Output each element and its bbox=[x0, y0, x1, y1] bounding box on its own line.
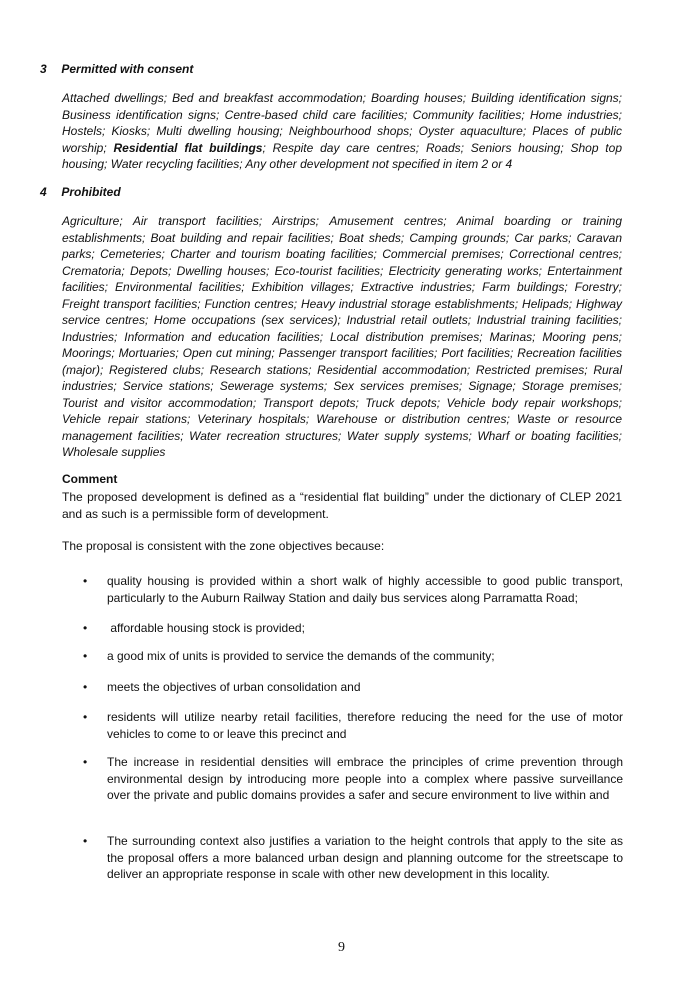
section-3-text-after: ; Respite day care centres; Roads; Seniors housing; Shop top housing; Water recycling facilities; Any other development not specified in item 2 or 4 bbox=[62, 140, 622, 171]
section-3-body bbox=[62, 90, 622, 173]
list-item bbox=[83, 833, 623, 883]
bullet-icon: • bbox=[83, 680, 88, 694]
list-item-text: affordable housing stock is provided; bbox=[107, 621, 305, 635]
section-3-text-before: Attached dwellings; Bed and breakfast accommodation; Boarding houses; Building identification signs; Business identification signs; Centre-based child care facilities; Community facilities; Home industries; Hostels; Kiosks; Multi dwelling housing; Neighbourhood shops; Oyster aquaculture; Places of public worship; bbox=[62, 91, 622, 155]
comment-title: Comment bbox=[62, 472, 118, 486]
list-item-text: quality housing is provided within a short walk of highly accessible to good public transport, particularly to the Auburn Railway Station and daily bus services along Parramatta Road; bbox=[107, 574, 623, 605]
bullet-icon: • bbox=[83, 755, 88, 769]
list-item-text: The increase in residential densities will embrace the principles of crime prevention through environmental design by introducing more people into a complex where passive surveillance over the private and public domains provides a safer and secure environment to live within and bbox=[107, 755, 623, 802]
bullet-icon: • bbox=[83, 834, 88, 848]
section-4-body: Agriculture; Air transport facilities; Airstrips; Amusement centres; Animal boarding or training establishments; Boat building and repair facilities; Boat sheds; Camping grounds; Car parks; Caravan parks; Cemeteries; Charter and tourism boating facilities; Commercial premises; Correctional centres; Crematoria; Depots; Dwelling houses; Eco-tourist facilities; Electricity generating works; Entertainment facilities; Environmental facilities; Exhibition villages; Extractive industries; Farm buildings; Forestry; Freight transport facilities; Function centres; Heavy industrial storage establishments; Helipads; Highway service centres; Home occupations (sex services); Industrial retail outlets; Industrial training facilities; Industries; Information and education facilities; Local distribution premises; Marinas; Mooring pens; Moorings; Mortuaries; Open cut mining; Passenger transport facilities; Port facilities; Recreation facilities (major); Registered clubs; Research stations; Residential accommodation; Restricted premises; Rural industries; Service stations; Sewerage systems; Sex services premises; Signage; Storage premises; Tourist and visitor accommodation; Transport depots; Truck depots; Vehicle body repair workshops; Vehicle repair stations; Veterinary hospitals; Warehouse or distribution centres; Waste or resource management facilities; Water recreation structures; Water supply systems; Wharf or boating facilities; Wholesale supplies bbox=[62, 214, 622, 459]
section-4-number: 4 bbox=[40, 185, 47, 199]
list-item bbox=[83, 679, 623, 696]
comment-para-1: The proposed development is defined as a “residential flat building” under the dictionary of CLEP 2021 and as such is a permissible form of development. bbox=[62, 490, 622, 521]
bullet-icon: • bbox=[83, 710, 88, 724]
section-4-heading bbox=[40, 185, 121, 199]
list-item bbox=[83, 754, 623, 804]
list-item-text: The surrounding context also justifies a variation to the height controls that apply to the site as the proposal offers a more balanced urban design and planning outcome for the streetscape to deliver an appropriate response in scale with other new development in this locality. bbox=[107, 834, 623, 881]
bullet-icon: • bbox=[83, 649, 88, 663]
bullet-icon: • bbox=[83, 574, 88, 588]
section-3-number: 3 bbox=[40, 62, 47, 76]
list-item bbox=[83, 620, 623, 637]
section-3-heading bbox=[40, 62, 193, 76]
list-item-text: meets the objectives of urban consolidation and bbox=[107, 680, 361, 694]
bullet-icon: • bbox=[83, 621, 88, 635]
list-item-text: residents will utilize nearby retail facilities, therefore reducing the need for the use of motor vehicles to come to or leave this precinct and bbox=[107, 710, 623, 741]
section-3-text-bold: Residential flat buildings bbox=[113, 140, 263, 155]
comment-para-2: The proposal is consistent with the zone objectives because: bbox=[62, 539, 385, 553]
section-3-title: Permitted with consent bbox=[61, 62, 194, 76]
list-item-text: a good mix of units is provided to service the demands of the community; bbox=[107, 649, 495, 663]
list-item bbox=[83, 573, 623, 606]
page-number: 9 bbox=[338, 940, 345, 955]
section-4-title: Prohibited bbox=[61, 185, 121, 199]
list-item bbox=[83, 709, 623, 742]
list-item bbox=[83, 648, 623, 665]
